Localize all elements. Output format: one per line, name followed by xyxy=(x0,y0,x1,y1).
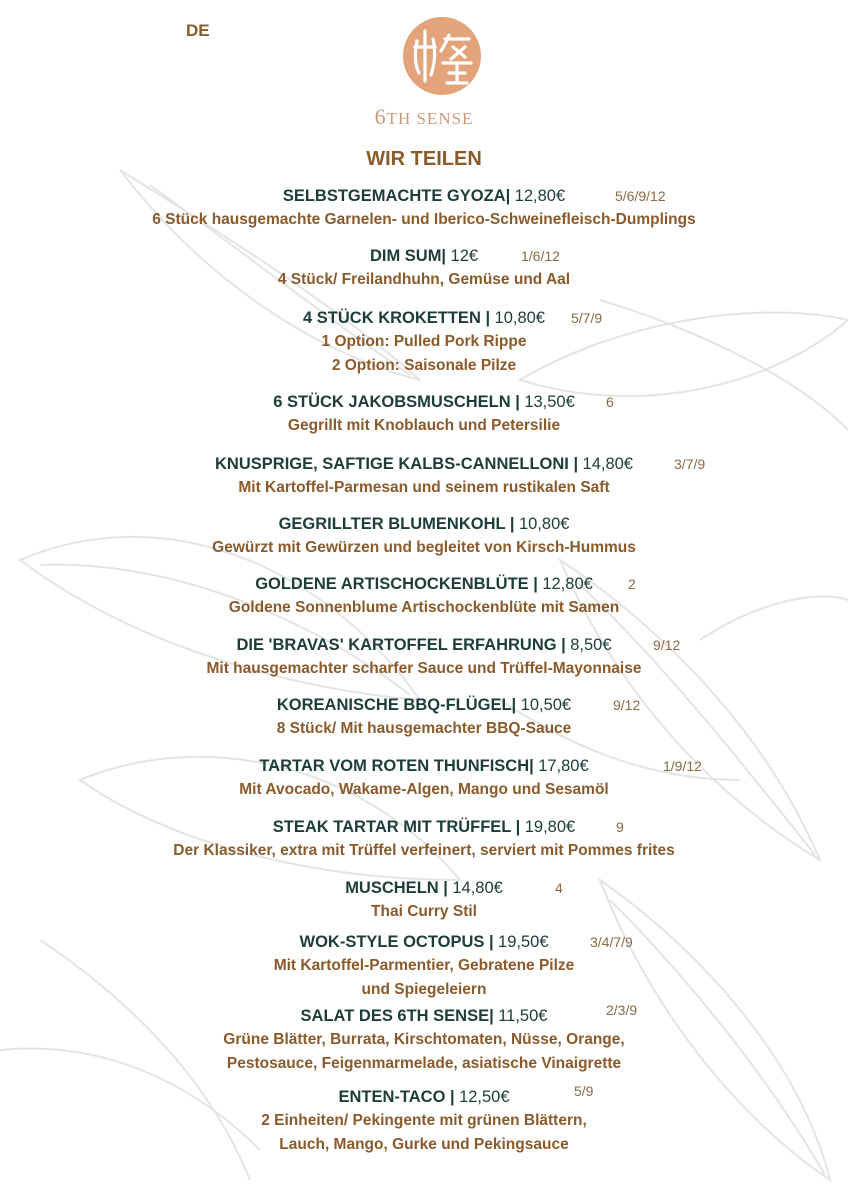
menu-item-price: 14,80€ xyxy=(582,455,633,473)
menu-item-header xyxy=(0,754,848,778)
menu-item-price: 10,50€ xyxy=(520,696,572,714)
menu-item-description: Der Klassiker, extra mit Trüffel verfeinert, serviert mit Pommes frites xyxy=(173,842,675,859)
menu-item-price: 14,80€ xyxy=(452,879,503,897)
menu-item-name: TARTAR VOM ROTEN THUNFISCH| xyxy=(259,757,534,775)
menu-item-name: KOREANISCHE BBQ-FLÜGEL| xyxy=(276,696,517,714)
menu-item xyxy=(0,1085,848,1157)
calligraphy-logo-icon xyxy=(403,17,481,95)
brand-name-prefix: 6 xyxy=(374,104,387,129)
menu-item-header xyxy=(0,244,848,268)
menu-item-header xyxy=(0,815,848,839)
menu-item xyxy=(0,306,848,378)
brand-logo xyxy=(403,17,481,95)
menu-item-description: 4 Stück/ Freilandhuhn, Gemüse und Aal xyxy=(277,271,571,288)
menu-item-name: STEAK TARTAR MIT TRÜFFEL | xyxy=(272,818,521,836)
menu-item-description: Mit Avocado, Wakame-Algen, Mango und Sesamöl xyxy=(239,781,609,798)
menu-item-header xyxy=(0,1085,848,1109)
menu-item-price: 17,80€ xyxy=(538,757,589,775)
menu-item-description: Pestosauce, Feigenmarmelade, asiatische Vinaigrette xyxy=(226,1055,622,1072)
menu-item-description: Goldene Sonnenblume Artischockenblüte mit Samen xyxy=(228,599,620,616)
menu-item-header xyxy=(0,452,848,476)
section-title: WIR TEILEN xyxy=(366,148,482,170)
menu-item-allergens: 9 xyxy=(616,819,624,835)
menu-item xyxy=(0,512,848,560)
menu-item xyxy=(0,1004,848,1076)
menu-item-allergens: 2 xyxy=(628,576,636,592)
menu-item xyxy=(0,452,848,500)
menu-item-header xyxy=(0,876,848,900)
menu-item-allergens: 6 xyxy=(606,394,614,410)
menu-item-price: 8,50€ xyxy=(570,636,612,654)
menu-item-description: Grüne Blätter, Burrata, Kirschtomaten, Nüsse, Orange, xyxy=(223,1031,625,1048)
menu-item-name: SELBSTGEMACHTE GYOZA| xyxy=(282,187,511,205)
menu-item-description: 2 Option: Saisonale Pilze xyxy=(331,357,517,374)
brand-name xyxy=(0,104,848,130)
menu-item xyxy=(0,693,848,741)
menu-item-name: WOK-STYLE OCTOPUS | xyxy=(299,933,494,951)
menu-item xyxy=(0,244,848,292)
menu-item-header xyxy=(0,306,848,330)
menu-item-description: Gewürzt mit Gewürzen und begleitet von Kirsch-Hummus xyxy=(212,539,636,556)
menu-item-name: DIM SUM| xyxy=(369,247,447,265)
menu-item-header xyxy=(0,512,848,536)
menu-item-allergens: 3/7/9 xyxy=(674,456,706,472)
menu-item-price: 12,80€ xyxy=(542,575,593,593)
menu-item-allergens: 5/7/9 xyxy=(571,310,603,326)
menu-item-header xyxy=(0,184,848,208)
menu-item-price: 19,80€ xyxy=(524,818,576,836)
menu-item-name: DIE 'BRAVAS' KARTOFFEL ERFAHRUNG | xyxy=(236,636,566,654)
menu-item xyxy=(0,390,848,438)
menu-item-description: Thai Curry Stil xyxy=(371,903,477,920)
menu-item-description: Mit Kartoffel-Parmentier, Gebratene Pilze xyxy=(273,957,575,974)
language-indicator: DE xyxy=(186,21,210,40)
menu-item-description: Mit hausgemachter scharfer Sauce und Trüffel-Mayonnaise xyxy=(206,660,642,677)
menu-item-description: 1 Option: Pulled Pork Rippe xyxy=(321,333,527,350)
menu-item-allergens: 1/9/12 xyxy=(663,758,702,774)
menu-item-allergens: 4 xyxy=(555,880,563,896)
menu-item xyxy=(0,876,848,924)
menu-item-allergens: 1/6/12 xyxy=(521,248,560,264)
menu-item-price: 10,80€ xyxy=(518,515,570,533)
menu-item-allergens: 9/12 xyxy=(613,697,641,713)
menu-item-description: 8 Stück/ Mit hausgemachter BBQ-Sauce xyxy=(276,720,572,737)
menu-item-description: 6 Stück hausgemachte Garnelen- und Iberico-Schweinefleisch-Dumplings xyxy=(152,211,696,228)
menu-item xyxy=(0,572,848,620)
menu-item-header xyxy=(0,1004,848,1028)
menu-item-price: 13,50€ xyxy=(524,393,575,411)
menu-item-name: ENTEN-TACO | xyxy=(338,1088,455,1106)
menu-item-name: GOLDENE ARTISCHOCKENBLÜTE | xyxy=(255,575,538,593)
menu-item-name: 4 STÜCK KROKETTEN | xyxy=(303,309,491,327)
menu-item-name: GEGRILLTER BLUMENKOHL | xyxy=(278,515,515,533)
menu-item-name: 6 STÜCK JAKOBSMUSCHELN | xyxy=(273,393,520,411)
menu-item-header xyxy=(0,930,848,954)
menu-item-price: 10,80€ xyxy=(494,309,545,327)
menu-item-allergens: 9/12 xyxy=(653,637,681,653)
menu-item-description: Gegrillt mit Knoblauch und Petersilie xyxy=(287,417,561,434)
menu-item xyxy=(0,754,848,802)
menu-item-allergens: 2/3/9 xyxy=(606,1002,638,1018)
menu-item xyxy=(0,815,848,863)
menu-item xyxy=(0,633,848,681)
menu-item-price: 19,50€ xyxy=(498,933,549,951)
brand-name-rest: TH SENSE xyxy=(386,109,474,128)
menu-item xyxy=(0,930,848,1002)
menu-item-header xyxy=(0,693,848,717)
menu-item-price: 12,80€ xyxy=(514,187,566,205)
menu-item-allergens: 5/6/9/12 xyxy=(615,188,666,204)
menu-item-price: 12,50€ xyxy=(459,1088,510,1106)
menu-item xyxy=(0,184,848,232)
menu-item-description: 2 Einheiten/ Pekingente mit grünen Blättern, xyxy=(261,1112,587,1129)
menu-item-name: MUSCHELN | xyxy=(345,879,448,897)
menu-item-name: KNUSPRIGE, SAFTIGE KALBS-CANNELLONI | xyxy=(215,455,579,473)
menu-item-description: Mit Kartoffel-Parmesan und seinem rustikalen Saft xyxy=(238,479,610,496)
menu-item-price: 12€ xyxy=(450,247,479,265)
menu-item-name: SALAT DES 6TH SENSE| xyxy=(300,1007,494,1025)
menu-item-allergens: 5/9 xyxy=(574,1083,594,1099)
menu-item-price: 11,50€ xyxy=(498,1007,548,1025)
menu-item-allergens: 3/4/7/9 xyxy=(590,934,633,950)
menu-item-description: und Spiegeleiern xyxy=(361,981,487,998)
menu-item-header xyxy=(0,633,848,657)
menu-item-description: Lauch, Mango, Gurke und Pekingsauce xyxy=(279,1136,569,1153)
menu-item-header xyxy=(0,390,848,414)
menu-item-header xyxy=(0,572,848,596)
